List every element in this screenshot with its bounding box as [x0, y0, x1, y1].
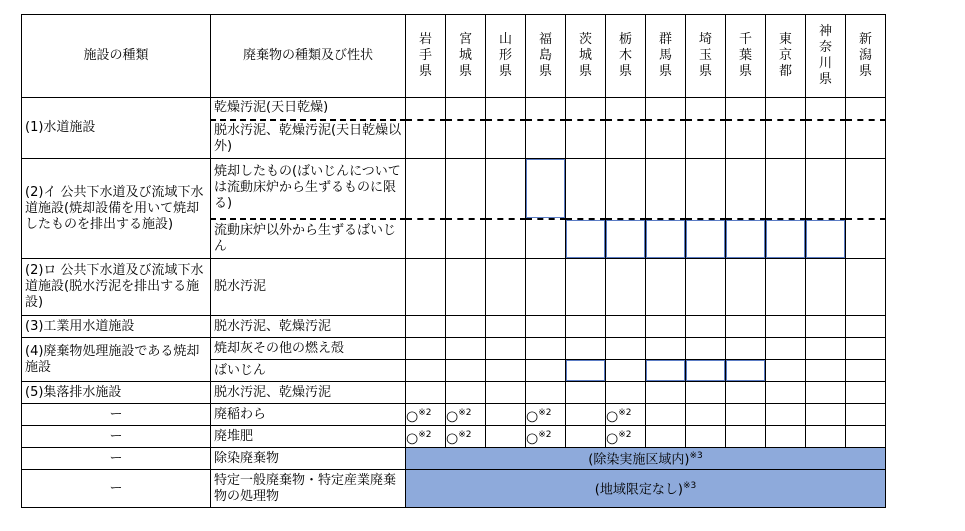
- waste-rice-straw: 廃稲わら: [211, 404, 406, 426]
- data-cell: [446, 316, 486, 338]
- mark-cell: ○$^{※2}$: [406, 426, 446, 448]
- data-cell: [646, 404, 686, 426]
- data-cell: [406, 382, 446, 404]
- header-facility: 施設の種類: [22, 15, 211, 98]
- data-cell: [526, 316, 566, 338]
- data-cell: [526, 98, 566, 120]
- disposal-table-container: [21, 14, 886, 508]
- header-pref-gunma: 群 馬 県: [646, 15, 686, 98]
- data-cell: [686, 98, 726, 120]
- data-cell: [446, 360, 486, 382]
- data-cell: [686, 159, 726, 219]
- data-cell: [726, 360, 766, 382]
- waste-sewer-fly-ash: 流動床炉以外から生ずるばいじん: [211, 219, 406, 259]
- waste-sewer-incinerated: 焼却したもの(ばいじんについては流動床炉から生ずるものに限る): [211, 159, 406, 219]
- data-cell: [486, 316, 526, 338]
- data-cell: [846, 120, 886, 159]
- data-cell: [566, 159, 606, 219]
- facility-water: (1)水道施設: [22, 98, 211, 159]
- data-cell: [766, 159, 806, 219]
- data-cell: [486, 360, 526, 382]
- facility-dash: ー: [22, 426, 211, 448]
- mark-cell: ○$^{※2}$: [606, 426, 646, 448]
- header-pref-tochigi: 栃 木 県: [606, 15, 646, 98]
- data-cell: [406, 316, 446, 338]
- data-cell: [486, 426, 526, 448]
- data-cell: [526, 120, 566, 159]
- data-cell: [766, 219, 806, 259]
- data-cell: [686, 382, 726, 404]
- facility-industrial-water: (3)工業用水道施設: [22, 316, 211, 338]
- data-cell: [646, 259, 686, 316]
- mark-cell: ○$^{※2}$: [446, 404, 486, 426]
- data-cell: [646, 219, 686, 259]
- data-cell: [806, 382, 846, 404]
- facility-sewer-dewatered: (2)ロ 公共下水道及び流域下水道施設(脱水汚泥を排出する施設): [22, 259, 211, 316]
- data-cell: [766, 259, 806, 316]
- data-cell: [806, 98, 846, 120]
- data-cell: [766, 316, 806, 338]
- data-cell: [606, 259, 646, 316]
- waste-compost: 廃堆肥: [211, 426, 406, 448]
- facility-dash: ー: [22, 404, 211, 426]
- mark-cell: ○$^{※2}$: [406, 404, 446, 426]
- data-cell: [766, 382, 806, 404]
- data-cell: [806, 338, 846, 360]
- data-cell: [686, 219, 726, 259]
- header-pref-yamagata: 山 形 県: [486, 15, 526, 98]
- data-cell: [766, 338, 806, 360]
- data-cell: [446, 382, 486, 404]
- data-cell: [766, 426, 806, 448]
- table-row: [22, 404, 886, 426]
- data-cell: [726, 98, 766, 120]
- data-cell: [646, 426, 686, 448]
- data-cell: [726, 120, 766, 159]
- data-cell: [406, 360, 446, 382]
- data-cell: [726, 219, 766, 259]
- waste-incineration-fly-ash: ばいじん: [211, 360, 406, 382]
- table-row: [22, 338, 886, 360]
- disposal-table: [21, 14, 886, 508]
- data-cell: [526, 338, 566, 360]
- header-pref-fukushima: 福 島 県: [526, 15, 566, 98]
- data-cell: [566, 120, 606, 159]
- data-cell: [806, 360, 846, 382]
- data-cell: [646, 159, 686, 219]
- header-pref-ibaraki: 茨 城 県: [566, 15, 606, 98]
- data-cell: [766, 120, 806, 159]
- table-row: [22, 159, 886, 219]
- data-cell: [686, 120, 726, 159]
- waste-water-dewatered: 脱水汚泥、乾燥汚泥(天日乾燥以外): [211, 120, 406, 159]
- data-cell: [606, 360, 646, 382]
- data-cell: [526, 259, 566, 316]
- table-row: [22, 448, 886, 470]
- header-pref-miyagi: 宮 城 県: [446, 15, 486, 98]
- data-cell: [846, 159, 886, 219]
- data-cell: [606, 219, 646, 259]
- data-cell: [846, 316, 886, 338]
- facility-waste-incineration: (4)廃棄物処理施設である焼却施設: [22, 338, 211, 382]
- data-cell: [686, 259, 726, 316]
- facility-sewer-incineration: (2)イ 公共下水道及び流域下水道施設(焼却設備を用いて焼却したものを排出する施設): [22, 159, 211, 259]
- data-cell: [846, 426, 886, 448]
- table-row: [22, 316, 886, 338]
- data-cell: [846, 259, 886, 316]
- data-cell: [646, 98, 686, 120]
- data-cell: [726, 316, 766, 338]
- data-cell: [566, 219, 606, 259]
- data-cell: [766, 98, 806, 120]
- data-cell: [566, 316, 606, 338]
- data-cell: [766, 360, 806, 382]
- mark-cell: ○$^{※2}$: [446, 426, 486, 448]
- header-row: [22, 15, 886, 98]
- mark-cell: ○$^{※2}$: [526, 426, 566, 448]
- data-cell: [566, 338, 606, 360]
- header-pref-kanagawa: 神 奈 川 県: [806, 15, 846, 98]
- header-pref-chiba: 千 葉 県: [726, 15, 766, 98]
- data-cell: [526, 360, 566, 382]
- data-cell: [406, 219, 446, 259]
- data-cell: [646, 338, 686, 360]
- data-cell: [606, 98, 646, 120]
- data-cell: [406, 120, 446, 159]
- data-cell: [726, 159, 766, 219]
- waste-sewer-dewatered: 脱水汚泥: [211, 259, 406, 316]
- waste-decontamination: 除染廃棄物: [211, 448, 406, 470]
- data-cell: [486, 120, 526, 159]
- waste-industrial-water: 脱水汚泥、乾燥汚泥: [211, 316, 406, 338]
- table-row: [22, 259, 886, 316]
- data-cell: [526, 159, 566, 219]
- data-cell: [726, 382, 766, 404]
- no-area-limit-cell: (地域限定なし)$^{※3}$: [406, 470, 886, 508]
- data-cell: [726, 404, 766, 426]
- table-row: [22, 426, 886, 448]
- header-waste: 廃棄物の種類及び性状: [211, 15, 406, 98]
- facility-dash: ー: [22, 448, 211, 470]
- data-cell: [686, 404, 726, 426]
- header-pref-iwate: 岩 手 県: [406, 15, 446, 98]
- mark-cell: ○$^{※2}$: [606, 404, 646, 426]
- data-cell: [806, 316, 846, 338]
- facility-village-drainage: (5)集落排水施設: [22, 382, 211, 404]
- data-cell: [486, 159, 526, 219]
- data-cell: [486, 219, 526, 259]
- data-cell: [566, 382, 606, 404]
- data-cell: [446, 259, 486, 316]
- header-pref-niigata: 新 潟 県: [846, 15, 886, 98]
- data-cell: [446, 120, 486, 159]
- data-cell: [806, 219, 846, 259]
- data-cell: [766, 404, 806, 426]
- table-row: [22, 382, 886, 404]
- waste-incineration-ash: 焼却灰その他の燃え殻: [211, 338, 406, 360]
- data-cell: [446, 338, 486, 360]
- data-cell: [846, 382, 886, 404]
- waste-water-dried: 乾燥汚泥(天日乾燥): [211, 98, 406, 120]
- data-cell: [726, 259, 766, 316]
- data-cell: [646, 316, 686, 338]
- data-cell: [806, 426, 846, 448]
- data-cell: [486, 338, 526, 360]
- mark-cell: ○$^{※2}$: [526, 404, 566, 426]
- data-cell: [566, 259, 606, 316]
- data-cell: [646, 360, 686, 382]
- data-cell: [406, 259, 446, 316]
- data-cell: [846, 219, 886, 259]
- data-cell: [606, 159, 646, 219]
- data-cell: [566, 98, 606, 120]
- data-cell: [566, 404, 606, 426]
- data-cell: [686, 360, 726, 382]
- data-cell: [486, 259, 526, 316]
- header-pref-tokyo: 東 京 都: [766, 15, 806, 98]
- data-cell: [446, 98, 486, 120]
- table-row: [22, 470, 886, 508]
- data-cell: [806, 259, 846, 316]
- data-cell: [806, 404, 846, 426]
- data-cell: [446, 159, 486, 219]
- data-cell: [566, 360, 606, 382]
- facility-dash: ー: [22, 470, 211, 508]
- data-cell: [686, 426, 726, 448]
- data-cell: [406, 338, 446, 360]
- waste-specified: 特定一般廃棄物・特定産業廃棄物の処理物: [211, 470, 406, 508]
- header-pref-saitama: 埼 玉 県: [686, 15, 726, 98]
- data-cell: [446, 219, 486, 259]
- data-cell: [726, 426, 766, 448]
- data-cell: [846, 98, 886, 120]
- data-cell: [606, 316, 646, 338]
- data-cell: [486, 382, 526, 404]
- decontamination-area-cell: (除染実施区域内)$^{※3}$: [406, 448, 886, 470]
- data-cell: [646, 382, 686, 404]
- data-cell: [846, 360, 886, 382]
- data-cell: [406, 98, 446, 120]
- data-cell: [526, 219, 566, 259]
- data-cell: [686, 316, 726, 338]
- waste-village-drainage: 脱水汚泥、乾燥汚泥: [211, 382, 406, 404]
- data-cell: [846, 338, 886, 360]
- data-cell: [806, 159, 846, 219]
- data-cell: [486, 404, 526, 426]
- data-cell: [486, 98, 526, 120]
- data-cell: [646, 120, 686, 159]
- data-cell: [686, 338, 726, 360]
- table-row: [22, 98, 886, 120]
- data-cell: [566, 426, 606, 448]
- data-cell: [606, 338, 646, 360]
- data-cell: [606, 120, 646, 159]
- data-cell: [726, 338, 766, 360]
- data-cell: [806, 120, 846, 159]
- data-cell: [606, 382, 646, 404]
- data-cell: [846, 404, 886, 426]
- data-cell: [526, 382, 566, 404]
- data-cell: [406, 159, 446, 219]
